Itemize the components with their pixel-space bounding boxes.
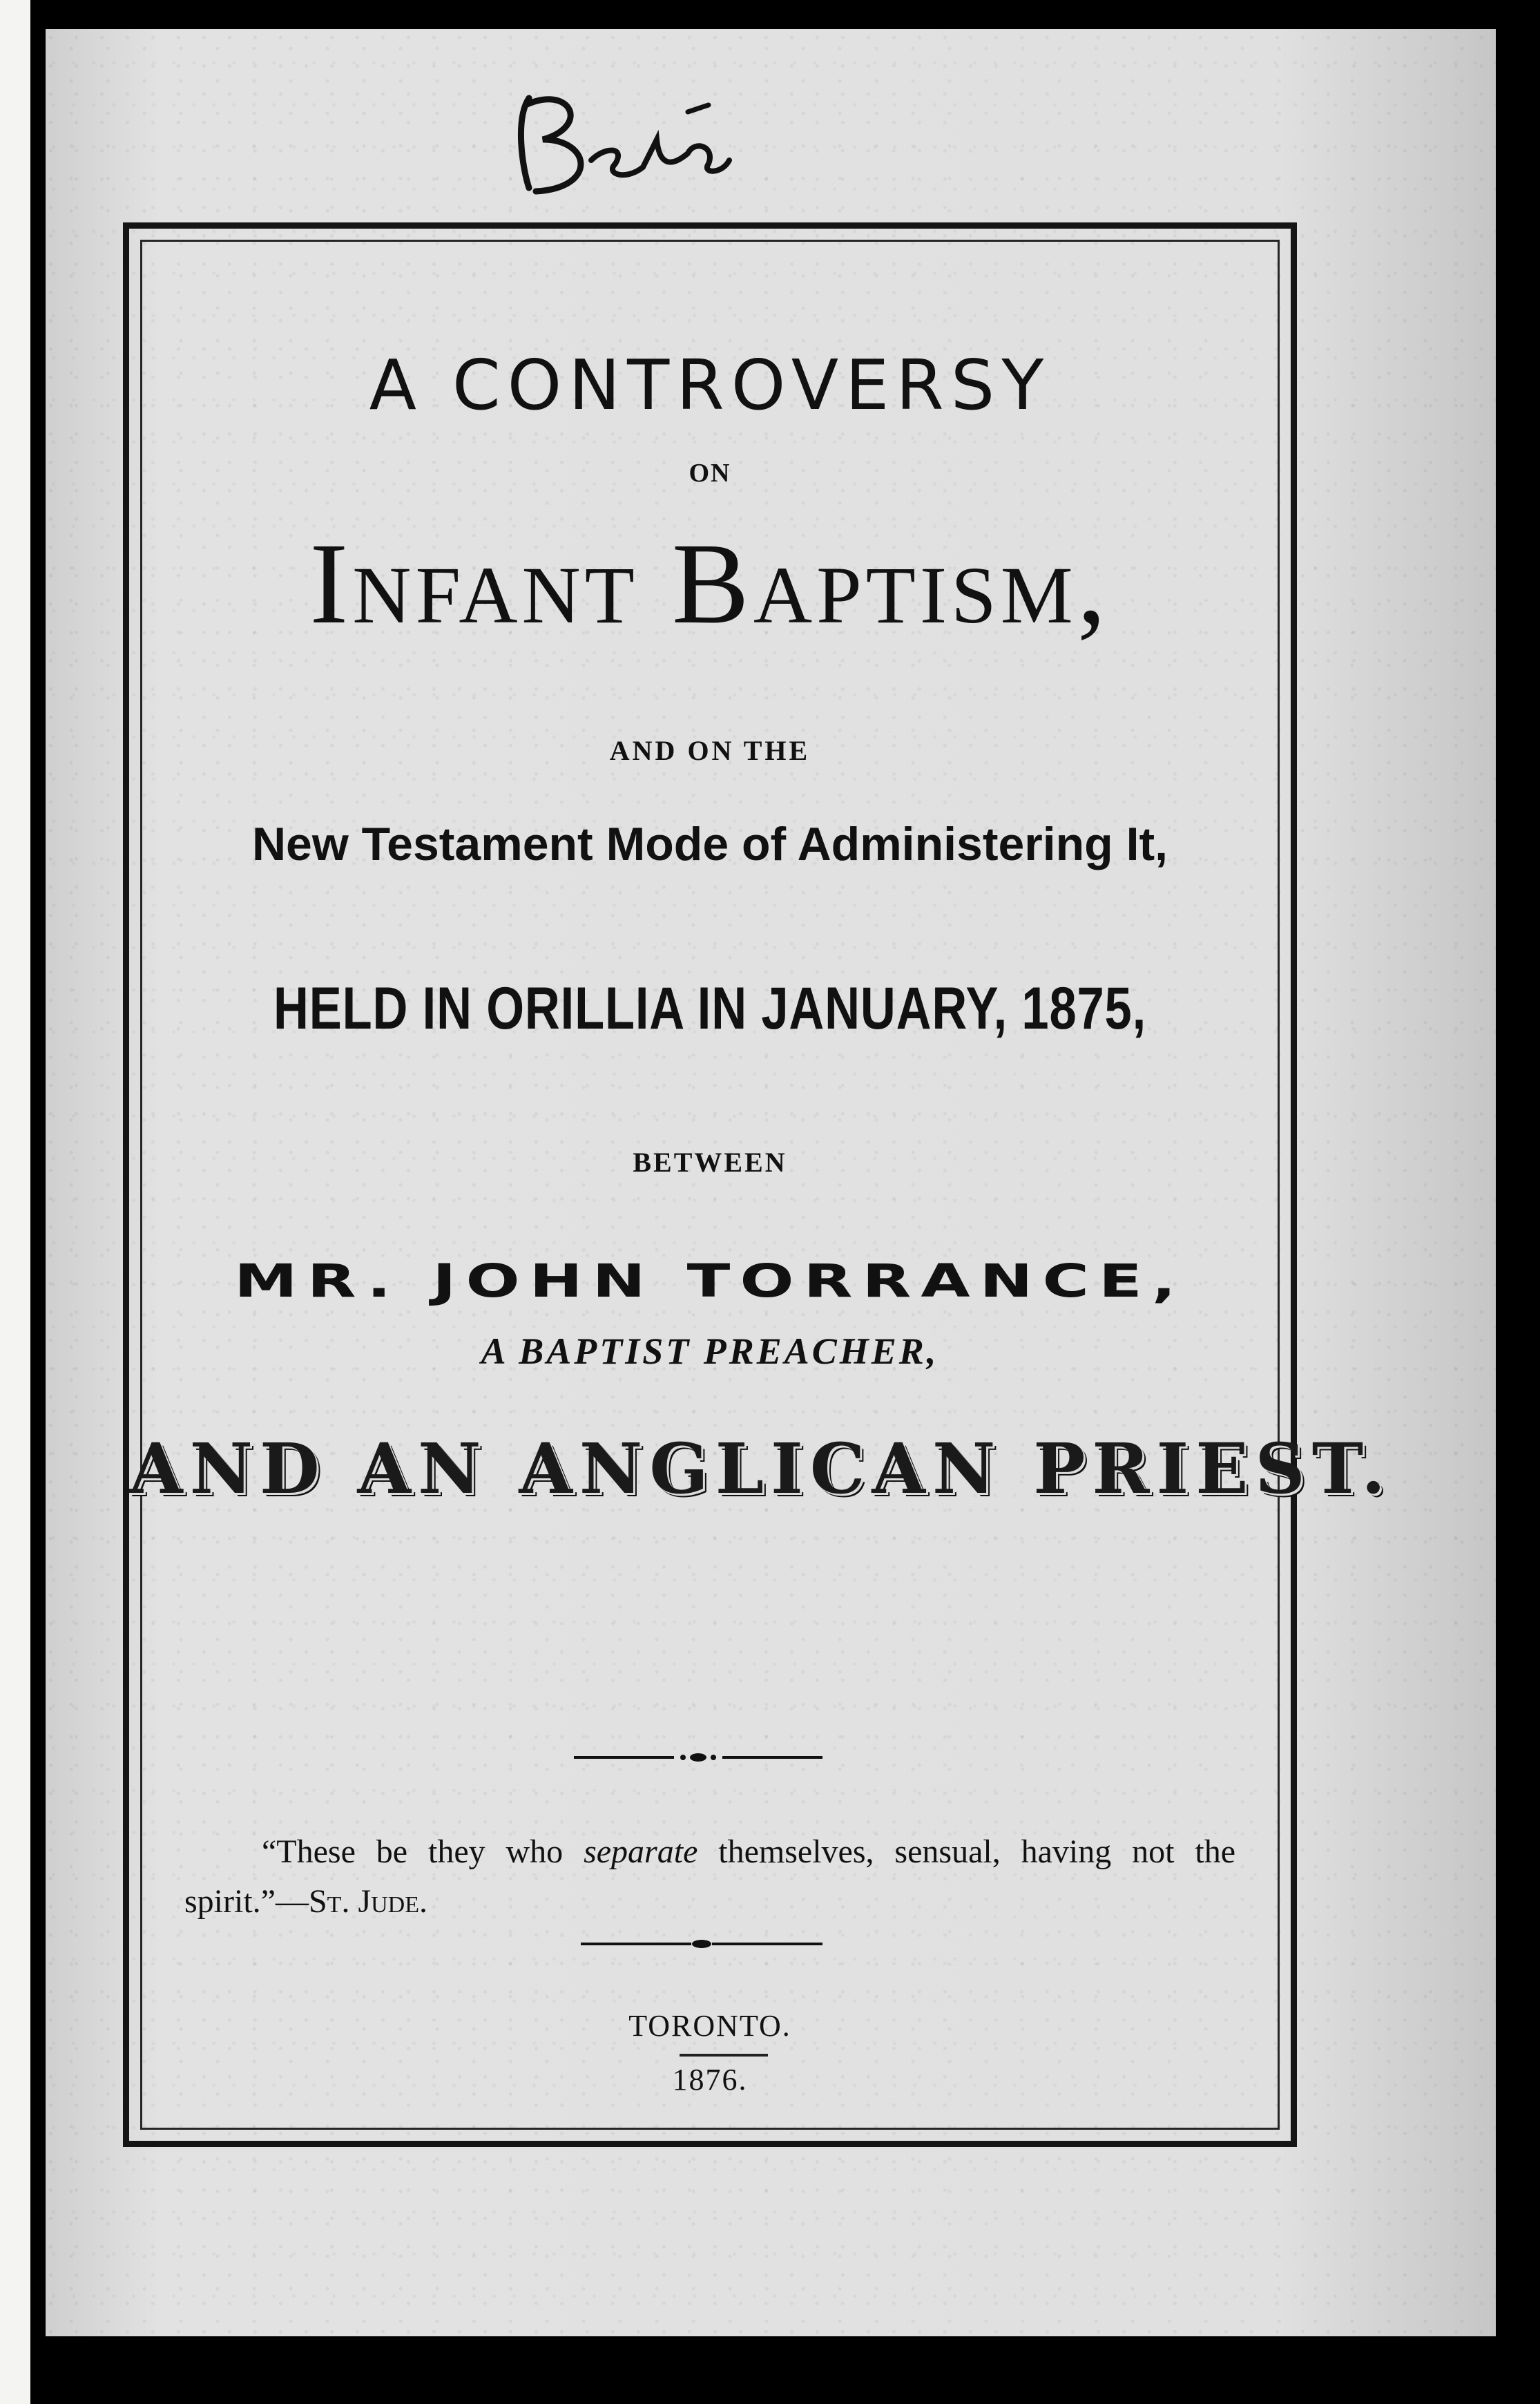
double-rule-border (123, 222, 1393, 2147)
title-line-anglican-priest: AND AN ANGLICAN PRIEST. (129, 1428, 1393, 1509)
epigraph-quote (184, 1827, 1235, 1927)
title-line-held-in-orillia: HELD IN ORILLIA IN JANUARY, 1875, (273, 975, 1146, 1042)
epigraph-attribution: St. Jude. (308, 1883, 428, 1920)
title-line-on: ON (689, 459, 731, 488)
epigraph-emphasis: separate (584, 1833, 698, 1870)
imprint-year: 1876. (672, 2063, 748, 2097)
title-line-between: BETWEEN (633, 1147, 787, 1178)
imprint-place: TORONTO. (628, 2009, 791, 2043)
ornamental-rule-bottom (581, 1934, 822, 1954)
title-page (46, 29, 1496, 2336)
epigraph-rest: themselves, sensual, having not the spirit.”— (184, 1833, 1235, 1920)
title-line-infant-baptism: Infant Baptism, (309, 519, 1110, 648)
title-line-and-on-the: AND ON THE (609, 735, 811, 766)
handwritten-annotation-signature (488, 70, 736, 209)
imprint-divider (680, 2054, 768, 2057)
title-line-controversy: A CONTROVERSY (369, 345, 1051, 426)
ornamental-rule-top (574, 1747, 822, 1768)
epigraph-open: “These be they who (262, 1833, 584, 1870)
adjacent-page-edge (0, 0, 30, 2404)
title-line-new-testament: New Testament Mode of Administering It, (251, 818, 1168, 870)
title-line-john-torrance: MR. JOHN TORRANCE, (234, 1254, 1186, 1308)
title-line-baptist-preacher: A BAPTIST PREACHER, (481, 1330, 939, 1372)
